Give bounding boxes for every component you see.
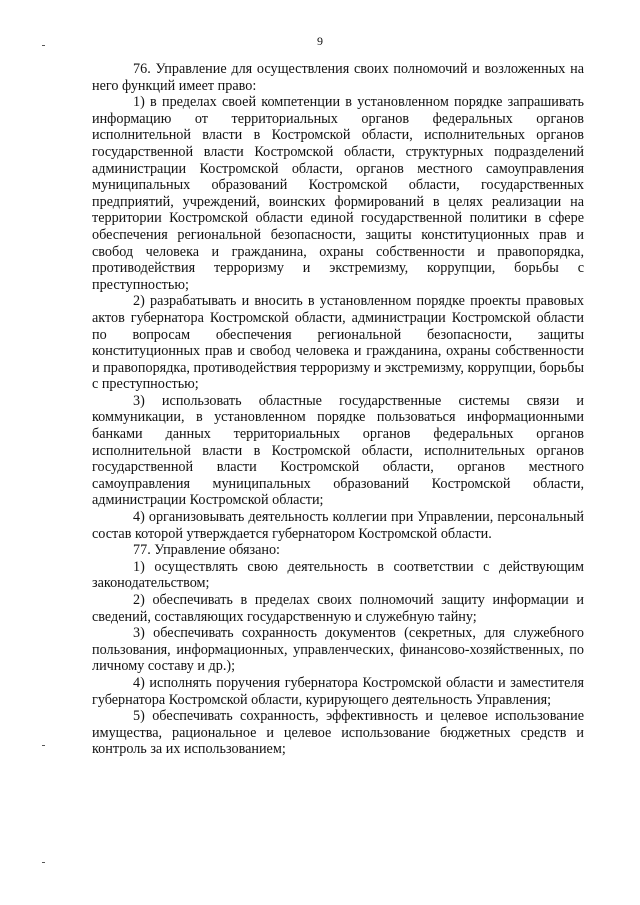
paragraph-77-item-2: 2) обеспечивать в пределах своих полномочий защиту информации и сведений, составляющих государственную и служебную тайну; xyxy=(92,592,584,625)
paragraph-77-item-4: 4) исполнять поручения губернатора Костромской области и заместителя губернатора Костромской области, курирующего деятельность Управления; xyxy=(92,674,584,708)
document-body xyxy=(92,61,584,758)
paragraph-77-intro: 77. Управление обязано: xyxy=(133,542,280,559)
paragraph-77-item-1: 1) осуществлять свою деятельность в соответствии с действующим законодательством; xyxy=(92,558,584,592)
paragraph-76-item-4: 4) организовывать деятельность коллегии при Управлении, персональный состав которой утверждается губернатором Костромской области. xyxy=(92,509,584,542)
margin-mark xyxy=(42,862,45,863)
paragraph-77-item-5: 5) обеспечивать сохранность, эффективность и целевое использование имущества, рациональное и целевое использование бюджетных средств и контроль за их использованием; xyxy=(92,708,584,758)
margin-mark xyxy=(42,45,45,46)
paragraph-76-intro: 76. Управление для осуществления своих полномочий и возложенных на него функций имеет право: xyxy=(92,61,584,94)
page-number: 9 xyxy=(317,34,323,48)
paragraph-76-item-3: 3) использовать областные государственные системы связи и коммуникации, в установленном порядке пользоваться информационными банками данных территориальных органов федеральных органов исполнительной власти в Костромской области, исполнительных органов государственной власти Костромской области, органов местного самоуправления муниципальных образований Костромской области, администрации Костромской области; xyxy=(92,392,584,509)
paragraph-76-item-2: 2) разрабатывать и вносить в установленном порядке проекты правовых актов губернатора Костромской области, администрации Костромской области по вопросам обеспечения региональной безопасности, защиты конституционных прав и свобод человека и гражданина, охраны собственности и правопорядка, противодействия терроризму и экстремизму, коррупции, борьбы с преступностью; xyxy=(92,293,584,393)
margin-mark xyxy=(42,745,45,746)
paragraph-77-item-3: 3) обеспечивать сохранность документов (секретных, для служебного пользования, информационных, управленческих, финансово-хозяйственных, по личному составу и др.); xyxy=(92,625,584,675)
paragraph-76-item-1: 1) в пределах своей компетенции в установленном порядке запрашивать информацию от территориальных органов федеральных органов исполнительной власти в Костромской области, исполнительных органов государственной власти Костромской области, структурных подразделений администрации Костромской области, органов местного самоуправления муниципальных образований Костромской области, государственных предприятий, учреждений, воинских формирований в целях реализации на территории Костромской области единой государственной политики в сфере обеспечения региональной безопасности, защиты конституционных прав и свобод человека и гражданина, охраны собственности и правопорядка, противодействия терроризму и экстремизму, коррупции, борьбы с преступностью; xyxy=(92,94,584,293)
